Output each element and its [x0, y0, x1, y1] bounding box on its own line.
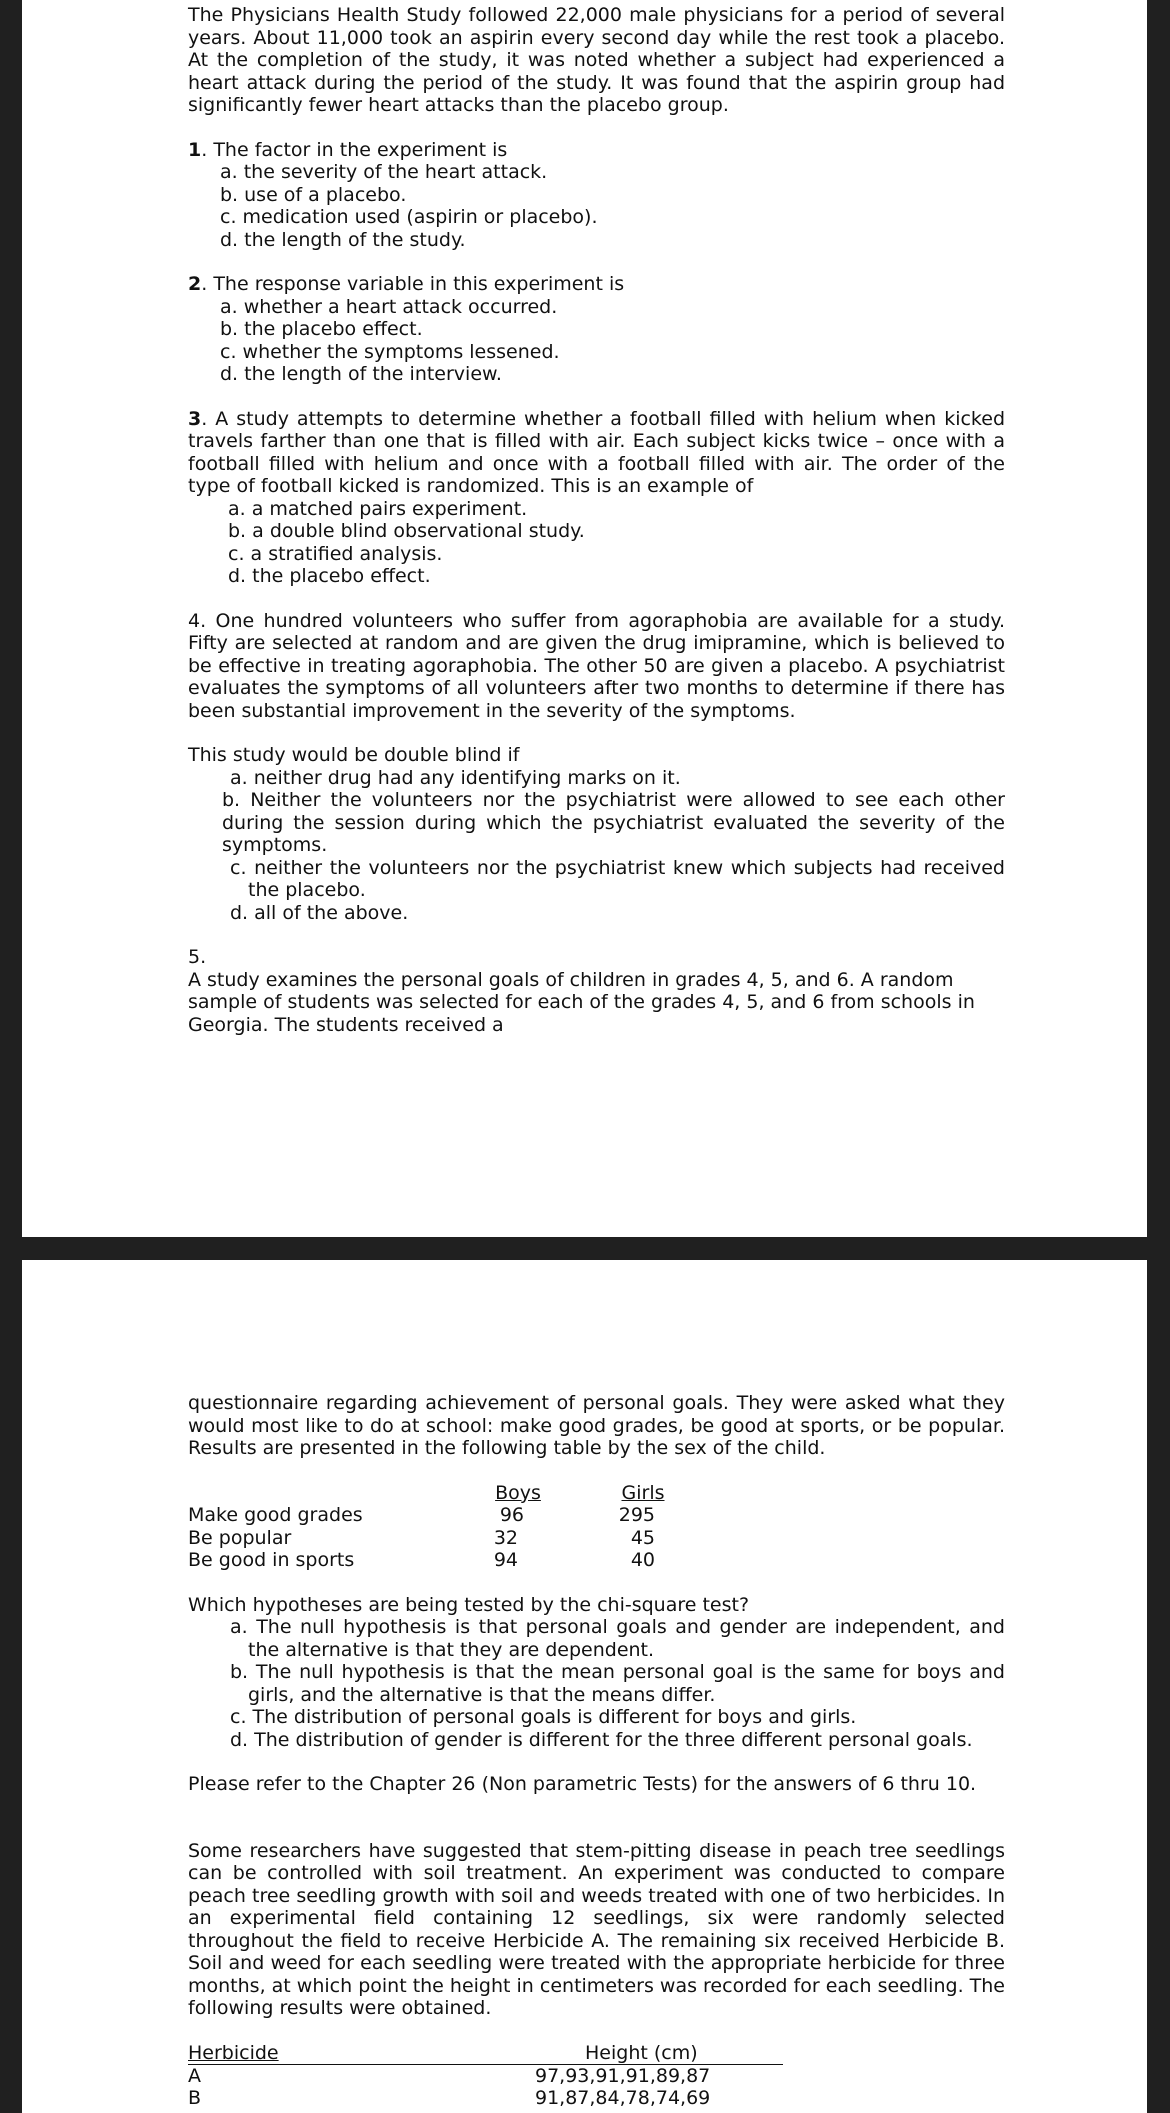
option-b: b. use of a placebo. — [220, 183, 407, 206]
option-a: a. whether a heart attack occurred. — [220, 295, 558, 318]
option-a: a. the severity of the heart attack. — [220, 161, 548, 183]
question-5-options — [188, 1616, 1005, 1751]
question-number: 5. — [188, 946, 207, 968]
boys-value: 96 — [499, 1504, 524, 1526]
column-header-boys: Boys — [495, 1481, 541, 1504]
question-number: 3 — [188, 407, 202, 430]
option-d: d. the length of the interview. — [220, 363, 502, 385]
table-row — [188, 1549, 1005, 1572]
option-d: d. all of the above. — [230, 901, 409, 924]
question-stem: . A study attempts to determine whether a football filled with helium when kicked travels farther than one that is filled with air. Each subject kicks twice – once with a football filled with helium and once with a football filled with air. The order of the type of football kicked is randomized. This is an example of — [188, 407, 1005, 497]
row-label: B — [188, 2087, 202, 2109]
question-stem: 4. One hundred volunteers who suffer from agoraphobia are available for a study. Fifty are selected at random and are given the drug imipramine, which is believed to be effective in treating agoraphobia. The other 50 are given a placebo. A psychiatrist evaluates the symptoms of all volunteers after two months to determine if there has been substantial improvement in the severity of the symptoms. — [188, 609, 1005, 722]
option-b: b. the placebo effect. — [220, 318, 423, 340]
table-row — [188, 1504, 1005, 1527]
intro-paragraph: The Physicians Health Study followed 22,000 male physicians for a period of several years. About 11,000 took an aspirin every second day while the rest took a placebo. At the completion of the study, it was noted whether a subject had experienced a heart attack during the period of the study. It was found that the aspirin group had significantly fewer heart attacks than the placebo group. — [188, 4, 1005, 116]
table-row — [188, 1527, 1005, 1550]
table-row — [188, 2065, 1005, 2088]
question-number: 2 — [188, 273, 202, 295]
boys-value: 32 — [493, 1526, 518, 1549]
question-1 — [188, 139, 1005, 252]
document-page-1 — [22, 0, 1147, 1237]
height-values: 97,93,91,91,89,87 — [535, 2064, 711, 2087]
option-b: b. Neither the volunteers nor the psychiatrist were allowed to see each other during the session during which the psychiatrist evaluated the severity of the symptoms. — [222, 789, 1005, 856]
girls-value: 40 — [630, 1549, 655, 1571]
option-d: d. the placebo effect. — [228, 565, 431, 587]
goals-table — [188, 1482, 1005, 1572]
page-2-content — [188, 1392, 1005, 2112]
girls-value: 295 — [618, 1504, 655, 1526]
question-3 — [188, 408, 1005, 588]
option-a: a. neither drug had any identifying marks on it. — [230, 766, 681, 789]
option-c: c. a stratified analysis. — [228, 542, 443, 565]
option-c: c. medication used (aspirin or placebo). — [220, 206, 598, 228]
question-5-start — [188, 946, 1005, 1036]
height-values: 91,87,84,78,74,69 — [535, 2087, 711, 2109]
option-c: c. The distribution of personal goals is different for boys and girls. — [230, 1706, 857, 1728]
option-a: a. a matched pairs experiment. — [228, 497, 528, 520]
column-header-girls: Girls — [621, 1481, 665, 1504]
option-d: d. the length of the study. — [220, 228, 466, 251]
row-label: Be popular — [188, 1526, 292, 1549]
question-number: 1 — [188, 138, 202, 161]
row-label: A — [188, 2064, 201, 2087]
herbicide-paragraph: Some researchers have suggested that stem-pitting disease in peach tree seedlings can be controlled with soil treatment. An experiment was conducted to compare peach tree seedling growth with soil and weeds treated with one of two herbicides. In an experimental field containing 12 seedlings, six were randomly selected throughout the field to receive Herbicide A. The remaining six received Herbicide B. Soil and weed for each seedling were treated with the appropriate herbicide for three months, at which point the height in centimeters was recorded for each seedling. The following results were obtained. — [188, 1839, 1005, 2019]
column-header-height: Height (cm) — [585, 2041, 698, 2064]
page-1-content — [188, 4, 1005, 1036]
herbicide-table — [188, 2042, 1005, 2112]
chapter-note: Please refer to the Chapter 26 (Non parametric Tests) for the answers of 6 thru 10. — [188, 1773, 977, 1795]
table-row — [188, 2087, 1005, 2110]
document-page-2 — [22, 1260, 1147, 2113]
question-stem: . The factor in the experiment is — [201, 138, 508, 161]
option-a: a. The null hypothesis is that personal goals and gender are independent, and the alternative is that they are dependent. — [230, 1616, 1005, 1661]
question-stem: . The response variable in this experiment is — [201, 273, 625, 295]
girls-value: 45 — [630, 1526, 655, 1549]
option-d: d. The distribution of gender is different for the three different personal goals. — [230, 1728, 973, 1751]
boys-value: 94 — [493, 1549, 518, 1571]
question-prompt: Which hypotheses are being tested by the chi-square test? — [188, 1593, 750, 1616]
question-stem: A study examines the personal goals of children in grades 4, 5, and 6. A random sample of students was selected for each of the grades 4, 5, and 6 from schools in Georgia. The students received a — [188, 968, 975, 1036]
row-label: Be good in sports — [188, 1549, 355, 1571]
question-4 — [188, 610, 1005, 925]
option-b: b. The null hypothesis is that the mean personal goal is the same for boys and girls, and the alternative is that the means differ. — [230, 1661, 1005, 1706]
question-prompt: This study would be double blind if — [188, 744, 520, 766]
option-c: c. neither the volunteers nor the psychiatrist knew which subjects had received the placebo. — [230, 856, 1005, 901]
question-2 — [188, 273, 1005, 386]
option-c: c. whether the symptoms lessened. — [220, 340, 560, 363]
row-label: Make good grades — [188, 1504, 363, 1526]
question-5-continued: questionnaire regarding achievement of personal goals. They were asked what they would most like to do at school: make good grades, be good at sports, or be popular. Results are presented in the following table by the sex of the child. — [188, 1392, 1005, 1459]
option-b: b. a double blind observational study. — [228, 520, 585, 542]
column-header-herbicide: Herbicide — [188, 2041, 279, 2064]
